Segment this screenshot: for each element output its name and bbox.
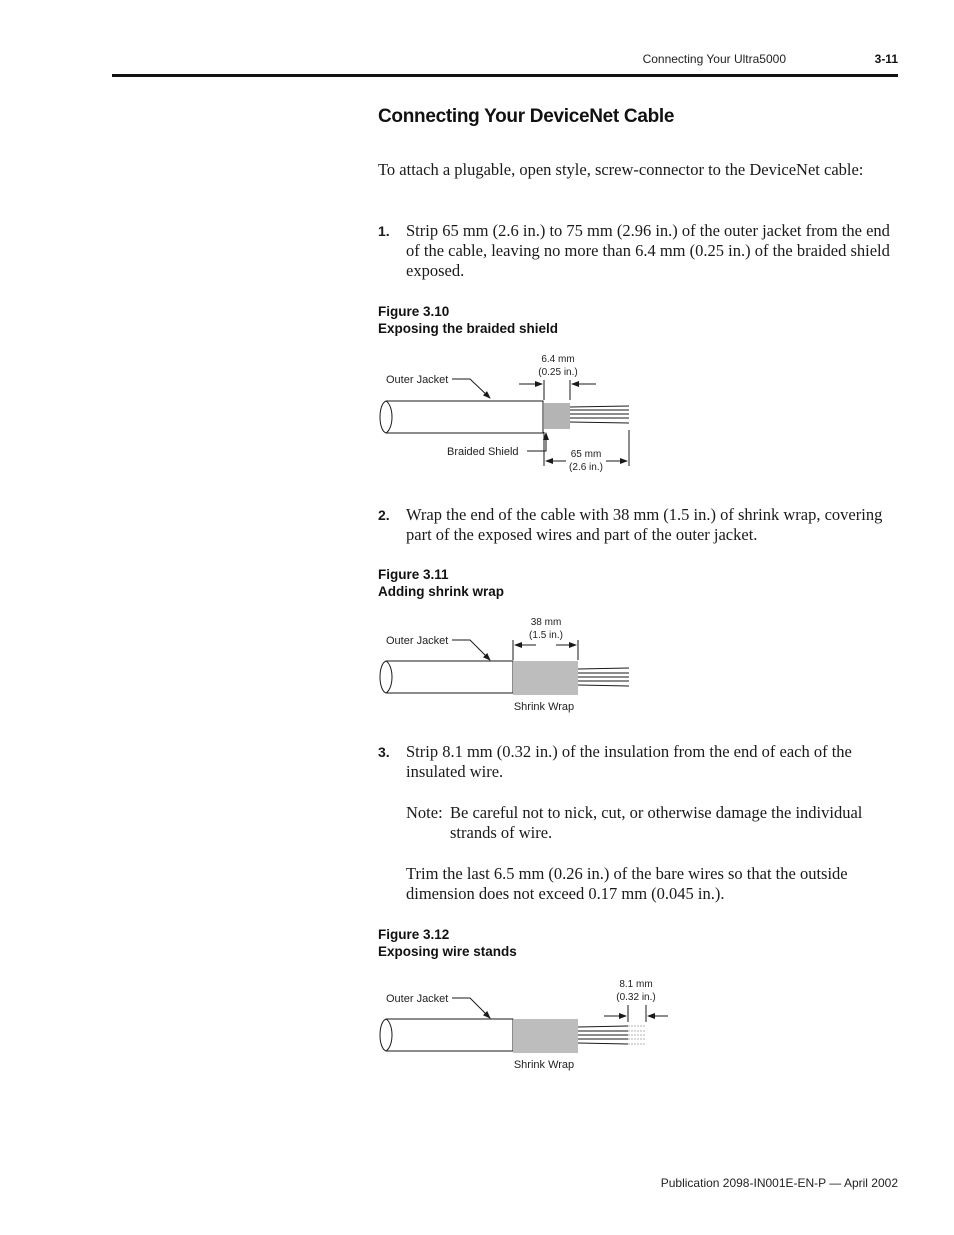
running-header-title: Connecting Your Ultra5000 bbox=[642, 52, 786, 66]
figure-3-11-diagram bbox=[370, 610, 650, 720]
figure-3-10-caption bbox=[378, 303, 558, 337]
fig310-dim1-line2: (0.25 in.) bbox=[538, 367, 578, 378]
figure-3-12-caption bbox=[378, 926, 517, 960]
step-3-text: Strip 8.1 mm (0.32 in.) of the insulation from the end of each of the insulated wire. bbox=[406, 742, 852, 781]
figure-3-12-title: Exposing wire stands bbox=[378, 944, 517, 959]
figure-3-12-diagram bbox=[370, 970, 680, 1080]
shrink-wrap-shape bbox=[513, 661, 578, 695]
figure-3-10-title: Exposing the braided shield bbox=[378, 321, 559, 336]
fig312-dim-line2: (0.32 in.) bbox=[616, 992, 656, 1003]
figure-3-10-diagram bbox=[370, 345, 650, 480]
step-2-text: Wrap the end of the cable with 38 mm (1.5 in.) of shrink wrap, covering part of the exposed wires and part of the outer jacket. bbox=[406, 505, 883, 544]
outer-jacket-shape bbox=[380, 661, 513, 693]
fig311-dim-line2: (1.5 in.) bbox=[529, 630, 563, 641]
outer-jacket-shape bbox=[380, 1019, 513, 1051]
page-number: 3-11 bbox=[874, 52, 898, 66]
wires-group bbox=[578, 668, 629, 686]
step-2-number: 2. bbox=[378, 507, 390, 523]
fig312-dim-line1: 8.1 mm bbox=[619, 979, 653, 990]
note-block bbox=[406, 803, 898, 845]
shrink-wrap-shape bbox=[513, 1019, 578, 1053]
header-rule bbox=[112, 74, 898, 77]
figure-3-10-number: Figure 3.10 bbox=[378, 304, 450, 319]
braided-shield-shape bbox=[544, 403, 570, 429]
note-label: Note: bbox=[406, 803, 443, 822]
step-1 bbox=[378, 221, 898, 283]
step-1-text: Strip 65 mm (2.6 in.) to 75 mm (2.96 in.) of the outer jacket from the end of the cable, leaving no more than 6.4 mm (0.25 in.) of the braided shield exposed. bbox=[406, 221, 890, 280]
wires-group bbox=[570, 406, 629, 423]
intro-paragraph: To attach a plugable, open style, screw-connector to the DeviceNet cable: bbox=[378, 160, 864, 179]
fig310-braided-shield-label: Braided Shield bbox=[447, 446, 519, 458]
step-1-number: 1. bbox=[378, 223, 390, 239]
step-3 bbox=[378, 742, 898, 784]
publication-footer: Publication 2098-IN001E-EN-P — April 2002 bbox=[660, 1176, 898, 1190]
fig310-dim2-line1: 65 mm bbox=[570, 449, 602, 460]
fig311-dim-line1: 38 mm bbox=[530, 617, 562, 628]
figure-3-11-number: Figure 3.11 bbox=[378, 567, 449, 582]
figure-3-11-caption bbox=[378, 566, 504, 600]
fig312-outer-jacket-label: Outer Jacket bbox=[386, 993, 449, 1005]
fig310-outer-jacket-label: Outer Jacket bbox=[386, 374, 449, 386]
note-text: Be careful not to nick, cut, or otherwise damage the individual strands of wire. bbox=[450, 803, 863, 842]
section-title: Connecting Your DeviceNet Cable bbox=[378, 106, 675, 127]
fig312-shrink-wrap-label: Shrink Wrap bbox=[513, 1059, 575, 1071]
fig311-shrink-wrap-label: Shrink Wrap bbox=[513, 701, 575, 713]
fig310-dim2-line2: (2.6 in.) bbox=[569, 462, 603, 473]
trim-paragraph: Trim the last 6.5 mm (0.26 in.) of the bare wires so that the outside dimension does not exceed 0.17 mm (0.045 in.). bbox=[406, 864, 848, 903]
step-2 bbox=[378, 505, 898, 547]
fig311-outer-jacket-label: Outer Jacket bbox=[386, 635, 449, 647]
insulated-wires-group bbox=[578, 1026, 628, 1044]
step-3-number: 3. bbox=[378, 744, 390, 760]
fig310-dim1-line1: 6.4 mm bbox=[541, 354, 575, 365]
figure-3-11-title: Adding shrink wrap bbox=[378, 584, 505, 599]
outer-jacket-shape bbox=[380, 401, 543, 433]
figure-3-12-number: Figure 3.12 bbox=[378, 927, 450, 942]
bare-wires-group bbox=[628, 1026, 646, 1044]
